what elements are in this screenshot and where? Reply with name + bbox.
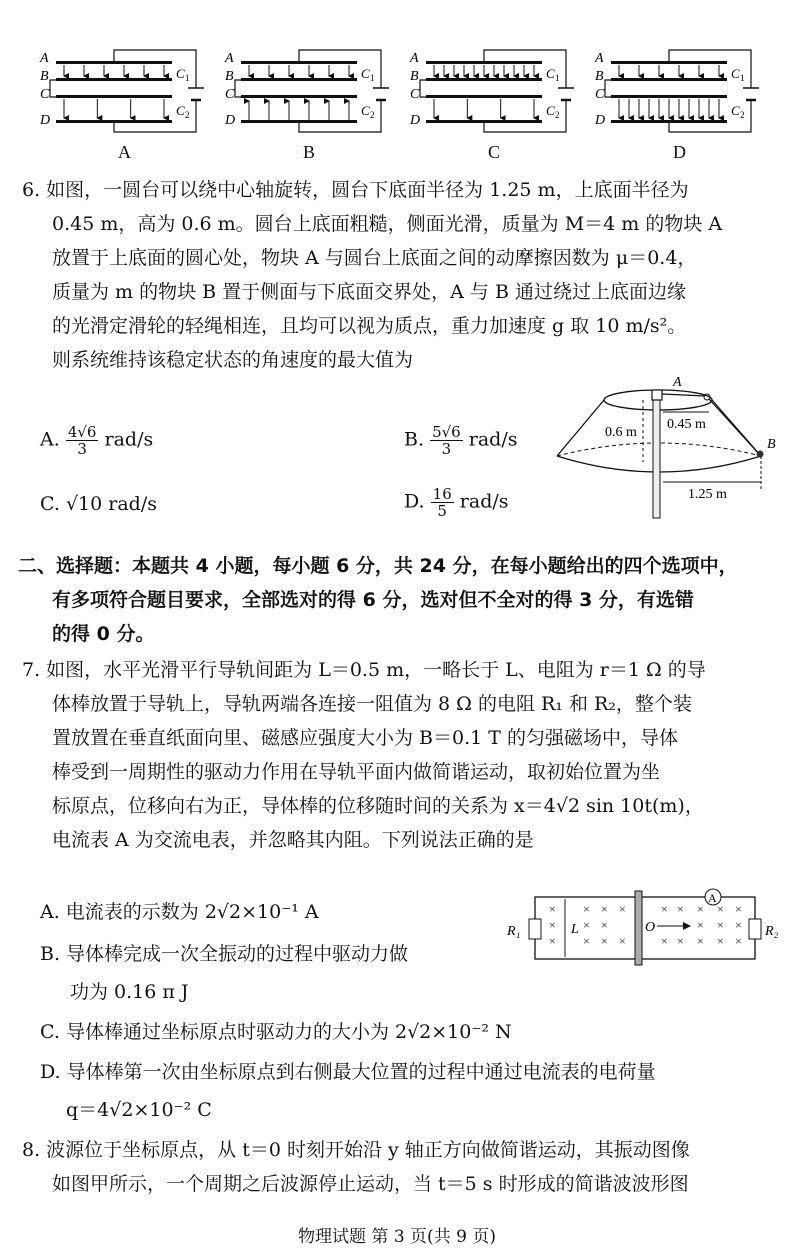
svg-text:A: A (410, 51, 419, 66)
rail-l-label: L (571, 922, 579, 937)
svg-text:1: 1 (555, 73, 560, 83)
q6-option-d: D. $\frac{16}{5}$ rad/s (404, 485, 509, 520)
svg-text:×: × (619, 934, 626, 948)
fig-label-d: D (673, 142, 686, 162)
svg-text:×: × (735, 918, 742, 932)
svg-text:C: C (225, 87, 235, 102)
q7-line-1: 7. 如图，水平光滑平行导轨间距为 L＝0.5 m，一略长于 L、电阻为 r＝1 Ω 的导 (22, 659, 706, 681)
q7-option-c: C. 导体棒通过坐标原点时驱动力的大小为 2√2×10⁻² N (40, 1021, 512, 1043)
section2-line-2: 有多项符合题目要求，全部选对的得 6 分，选对但不全对的得 3 分，有选错 (52, 589, 694, 611)
q7-option-b: B. 导体棒完成一次全振动的过程中驱动力做 (40, 943, 409, 965)
q7-option-a: A. 电流表的示数为 2√2×10⁻¹ A (40, 901, 319, 923)
svg-text:D: D (595, 113, 606, 128)
svg-text:×: × (717, 918, 724, 932)
svg-text:×: × (735, 902, 742, 916)
frustum-top-radius: 0.45 m (667, 417, 706, 432)
svg-text:1: 1 (185, 73, 190, 83)
rail-circuit-figure (505, 885, 790, 975)
svg-text:×: × (661, 902, 668, 916)
svg-text:×: × (549, 902, 556, 916)
svg-text:C: C (595, 87, 605, 102)
fig-label-b: B (303, 142, 316, 162)
q8-line-2: 如图甲所示，一个周期之后波源停止运动，当 t＝5 s 时形成的简谐波波形图 (52, 1173, 689, 1195)
q6-line-6: 则系统维持该稳定状态的角速度的最大值为 (52, 349, 414, 371)
q6-line-1: 6. 如图，一圆台可以绕中心轴旋转，圆台下底面半径为 1.25 m，上底面半径为 (22, 179, 689, 201)
svg-text:C: C (546, 66, 555, 81)
fig-label-c: C (488, 142, 501, 162)
svg-text:×: × (697, 934, 704, 948)
svg-text:1: 1 (370, 73, 375, 83)
svg-text:×: × (717, 934, 724, 948)
frustum-label-b: B (767, 437, 776, 452)
svg-text:C: C (731, 103, 740, 118)
svg-text:A: A (225, 51, 234, 66)
q6-option-b: B. $\frac{5√6}{3}$ rad/s (404, 423, 518, 458)
svg-text:2: 2 (185, 110, 190, 120)
q8-line-1: 8. 波源位于坐标原点，从 t＝0 时刻开始沿 y 轴正方向做简谐运动，其振动图像 (22, 1139, 690, 1161)
page-footer: 物理试题 第 3 页(共 9 页) (298, 1227, 496, 1247)
svg-text:D: D (40, 113, 51, 128)
q7-line-4: 棒受到一周期性的驱动力作用在导轨平面内做简谐运动，取初始位置为坐 (52, 761, 661, 783)
svg-text:×: × (601, 902, 608, 916)
svg-text:1: 1 (740, 73, 745, 83)
svg-text:D: D (410, 113, 421, 128)
svg-text:C: C (176, 103, 185, 118)
svg-text:×: × (549, 918, 556, 932)
svg-text:B: B (40, 69, 49, 84)
fig-label-a: A (118, 142, 131, 162)
section2-line-3: 的得 0 分。 (52, 623, 155, 645)
q7-option-b-cont: 功为 0.16 π J (70, 981, 189, 1003)
q6-line-2: 0.45 m，高为 0.6 m。圆台上底面粗糙，侧面光滑，质量为 M＝4 m 的物块 A (52, 213, 723, 235)
q7-line-6: 电流表 A 为交流电表，并忽略其内阻。下列说法正确的是 (52, 829, 534, 851)
q7-line-2: 体棒放置于导轨上，导轨两端各连接一阻值为 8 Ω 的电阻 R₁ 和 R₂，整个装 (52, 693, 692, 715)
svg-text:×: × (619, 902, 626, 916)
frustum-label-a: A (673, 375, 682, 390)
svg-text:×: × (583, 902, 590, 916)
svg-text:×: × (735, 934, 742, 948)
svg-text:×: × (677, 934, 684, 948)
q7-option-d: D. 导体棒第一次由坐标原点到右侧最大位置的过程中通过电流表的电荷量 (40, 1061, 656, 1083)
svg-text:B: B (595, 69, 604, 84)
svg-text:B: B (410, 69, 419, 84)
ammeter-label: A (708, 891, 717, 905)
q6-line-4: 质量为 m 的物块 B 置于侧面与下底面交界处，A 与 B 通过绕过上底面边缘 (52, 281, 686, 303)
svg-text:×: × (583, 918, 590, 932)
q7-line-3: 置放置在垂直纸面向里、磁感应强度大小为 B＝0.1 T 的匀强磁场中，导体 (52, 727, 678, 749)
svg-text:×: × (717, 902, 724, 916)
svg-text:C: C (410, 87, 420, 102)
q6-line-3: 放置于上底面的圆心处，物块 A 与圆台上底面之间的动摩擦因数为 μ＝0.4， (52, 247, 697, 269)
svg-text:×: × (583, 934, 590, 948)
svg-text:×: × (661, 934, 668, 948)
q6-option-a: A. $\frac{4√6}{3}$ rad/s (40, 423, 154, 458)
rail-origin-label: O (645, 920, 656, 935)
frustum-height: 0.6 m (605, 425, 637, 440)
svg-text:×: × (677, 902, 684, 916)
svg-text:×: × (697, 902, 704, 916)
svg-text:2: 2 (370, 110, 375, 120)
q7-option-d-cont: q＝4√2×10⁻² C (66, 1099, 212, 1121)
svg-text:C: C (40, 87, 50, 102)
q6-option-c: C. √10 rad/s (40, 493, 157, 515)
svg-text:C: C (546, 103, 555, 118)
frustum-figure (555, 370, 790, 520)
svg-text:B: B (225, 69, 234, 84)
section2-line-1: 二、选择题：本题共 4 小题，每小题 6 分，共 24 分，在每小题给出的四个选项中， (18, 555, 738, 577)
rail-r1-label: R₁ (507, 924, 521, 939)
frustum-bottom-radius: 1.25 m (688, 487, 727, 502)
svg-text:C: C (361, 103, 370, 118)
svg-text:2: 2 (740, 110, 745, 120)
svg-text:×: × (549, 934, 556, 948)
svg-text:2: 2 (555, 110, 560, 120)
svg-text:C: C (176, 66, 185, 81)
svg-text:C: C (731, 66, 740, 81)
svg-text:×: × (601, 934, 608, 948)
rail-r2-label: R₂ (765, 924, 779, 939)
svg-text:C: C (361, 66, 370, 81)
svg-text:A: A (40, 51, 49, 66)
q7-line-5: 标原点，位移向右为正，导体棒的位移随时间的关系为 x＝4√2 sin 10t(m)， (52, 795, 704, 817)
svg-text:×: × (601, 918, 608, 932)
svg-text:A: A (595, 51, 604, 66)
svg-text:×: × (697, 918, 704, 932)
q6-line-5: 的光滑定滑轮的轻绳相连，且均可以视为质点，重力加速度 g 取 10 m/s²。 (52, 315, 687, 337)
svg-text:D: D (225, 113, 236, 128)
